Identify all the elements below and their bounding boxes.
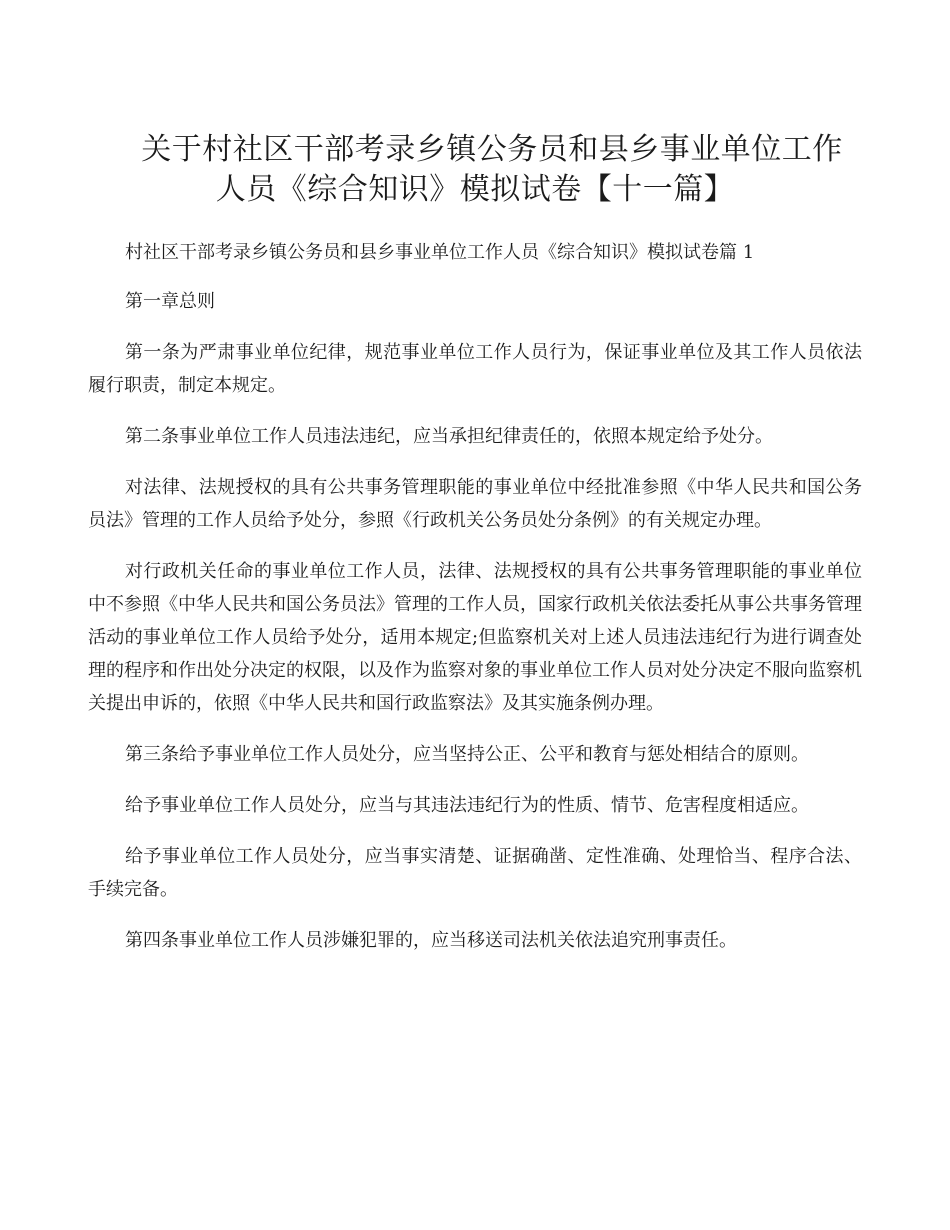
paragraph-chapter-heading: 第一章总则	[125, 291, 215, 312]
paragraph-article-2-clause-b: 对行政机关任命的事业单位工作人员，法律、法规授权的具有公共事务管理职能的事业单位中不参照《中华人民共和国公务员法》管理的工作人员，国家行政机关依法委托从事公共事务管理活动的事业单位工作人员给予处分，适用本规定;但监察机关对上述人员违法违纪行为进行调查处理的程序和作出处分决定的权限，以及作为监察对象的事业单位工作人员对处分决定不服向监察机关提出申诉的，依照《中华人民共和国行政监察法》及其实施条例办理。	[88, 561, 862, 714]
paragraph-article-3: 第三条给予事业单位工作人员处分，应当坚持公正、公平和教育与惩处相结合的原则。	[125, 744, 809, 765]
title-line-2: 人员《综合知识》模拟试卷【十一篇】	[215, 172, 735, 207]
document-body	[88, 236, 862, 957]
paragraph-article-2-clause-a: 对法律、法规授权的具有公共事务管理职能的事业单位中经批准参照《中华人民共和国公务员法》管理的工作人员给予处分，参照《行政机关公务员处分条例》的有关规定办理。	[88, 477, 862, 531]
paragraph-article-2: 第二条事业单位工作人员违法违纪，应当承担纪律责任的，依照本规定给予处分。	[125, 426, 773, 447]
paragraph-subtitle: 村社区干部考录乡镇公务员和县乡事业单位工作人员《综合知识》模拟试卷篇 1	[125, 242, 755, 263]
document-title	[88, 130, 862, 210]
paragraph-article-1: 第一条为严肃事业单位纪律，规范事业单位工作人员行为，保证事业单位及其工作人员依法履行职责，制定本规定。	[88, 342, 862, 396]
paragraph-article-4: 第四条事业单位工作人员涉嫌犯罪的，应当移送司法机关依法追究刑事责任。	[125, 930, 737, 951]
paragraph-article-3-clause-a: 给予事业单位工作人员处分，应当与其违法违纪行为的性质、情节、危害程度相适应。	[125, 795, 809, 816]
paragraph-article-3-clause-b: 给予事业单位工作人员处分，应当事实清楚、证据确凿、定性准确、处理恰当、程序合法、手续完备。	[88, 846, 862, 900]
title-line-1: 关于村社区干部考录乡镇公务员和县乡事业单位工作	[141, 132, 843, 167]
